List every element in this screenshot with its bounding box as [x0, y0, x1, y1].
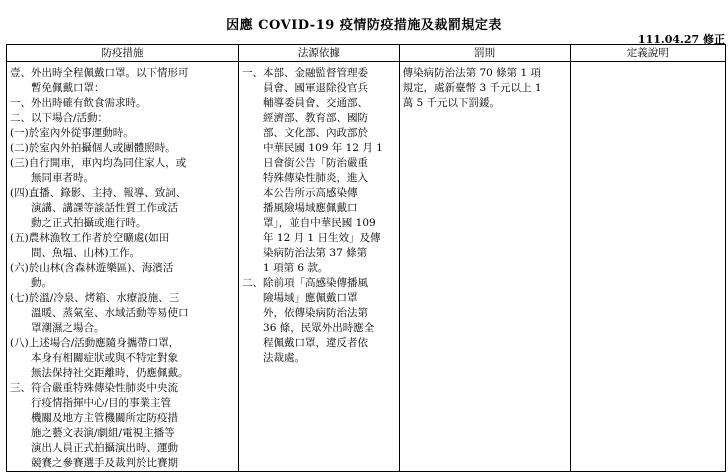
text-line: (七)於溫/冷泉、烤箱、水療設施、三	[10, 292, 180, 304]
text-line: 演出人員正式拍攝演出時、運動	[10, 442, 178, 454]
text-line: (一)於室內外從事運動時。	[10, 127, 134, 139]
text-line: 險場域」應佩戴口罩	[242, 292, 358, 304]
text-line: 特殊傳染性肺炎，進入	[242, 172, 369, 184]
text-line: 染病防治法第 37 條第	[242, 247, 368, 259]
text-line: 日會銜公告「防治嚴重	[242, 157, 369, 169]
text-line: (六)於山林(含森林遊樂區)、海濱活	[10, 262, 174, 274]
text-line: 行疫情指揮中心/目的事業主管	[10, 397, 172, 409]
revision-date: 111.04.27 修正	[637, 33, 725, 46]
text-line: 程佩戴口罩，違反者依	[242, 337, 369, 349]
header-row	[7, 45, 726, 62]
text-line: 罩」，並自中華民國 109	[242, 217, 376, 229]
text-line: 輔導委員會、交通部、	[242, 97, 369, 109]
text-line: 一、外出時確有飲食需求時。	[10, 97, 147, 109]
text-line: 本公告所示高感染傳	[242, 187, 358, 199]
text-line: 一、本部、金融監督管理委	[242, 67, 369, 79]
text-line: 本身有相關症狀或與不特定對象	[10, 352, 178, 364]
text-line: 競賽之參賽選手及裁判於比賽期	[10, 457, 178, 469]
text-line: 中華民國 109 年 12 月 1	[242, 142, 383, 154]
text-line: 外，依傳染病防治法第	[242, 307, 369, 319]
text-line: 36 條，民眾外出時應全	[242, 322, 375, 334]
header-penalty: 罰則	[399, 45, 570, 62]
text-line: (三)自行開車，車內均為同住家人，或	[10, 157, 187, 169]
document-title: 因應 COVID-19 疫情防疫措施及裁罰規定表	[226, 18, 502, 33]
definition-cell	[570, 62, 725, 472]
text-line: 溫暖、蒸氣室、水域活動等易使口	[10, 307, 189, 319]
text-line: 經濟部、教育部、國防	[242, 112, 369, 124]
text-line: 萬 5 千元以下罰鍰。	[402, 97, 500, 109]
text-line: 演講、講課等談話性質工作或活	[10, 202, 178, 214]
text-line: 暫免佩戴口罩：	[10, 82, 105, 94]
text-line: 罩潮濕之場合。	[10, 322, 105, 334]
text-line: 傳染病防治法第 70 條第 1 項	[402, 67, 542, 79]
text-line: (八)上述場合/活動應隨身攜帶口罩，	[10, 337, 180, 349]
text-line: 動之正式拍攝或進行時。	[10, 217, 147, 229]
header-measures: 防疫措施	[7, 45, 239, 62]
legal-basis-cell	[239, 62, 400, 472]
text-line: 部、文化部、內政部於	[242, 127, 369, 139]
text-line: 無同車者時。	[10, 172, 94, 184]
text-line: (五)農林漁牧工作者於空曠處(如田	[10, 232, 170, 244]
header-definition: 定義說明	[570, 45, 725, 62]
penalty-cell	[399, 62, 570, 472]
text-line: 法裁處。	[242, 352, 306, 364]
text-line: 施之藝文表演/劇組/電視主播等	[10, 427, 175, 439]
text-line: 年 12 月 1 日生效」及傳	[242, 232, 381, 244]
table-row	[7, 62, 726, 472]
text-line: 三、符合嚴重特殊傳染性肺炎中央流	[10, 382, 178, 394]
text-line: 1 項第 6 款。	[242, 262, 329, 274]
text-line: 員會、國軍退除役官兵	[242, 82, 369, 94]
text-line: (二)於室內外拍攝個人或團體照時。	[10, 142, 176, 154]
text-line: (四)直播、錄影、主持、報導、致詞、	[10, 187, 187, 199]
text-line: 播風險場域應佩戴口	[242, 202, 358, 214]
text-line: 規定，處新臺幣 3 千元以上 1	[402, 82, 542, 94]
header-legal-basis: 法源依據	[239, 45, 400, 62]
text-line: 動。	[10, 277, 52, 289]
text-line: 機關及地方主管機關所定防疫措	[10, 412, 178, 424]
text-line: 二、除前項「高感染傳播風	[242, 277, 369, 289]
text-line: 間、魚塭、山林)工作。	[10, 247, 141, 259]
text-line: 壹、外出時全程佩戴口罩。以下情形可	[10, 67, 189, 79]
rules-table	[6, 44, 726, 472]
measures-cell	[7, 62, 239, 472]
text-line: 二、以下場合/活動：	[10, 112, 109, 124]
text-line: 無法保持社交距離時，仍應佩戴。	[10, 367, 189, 379]
